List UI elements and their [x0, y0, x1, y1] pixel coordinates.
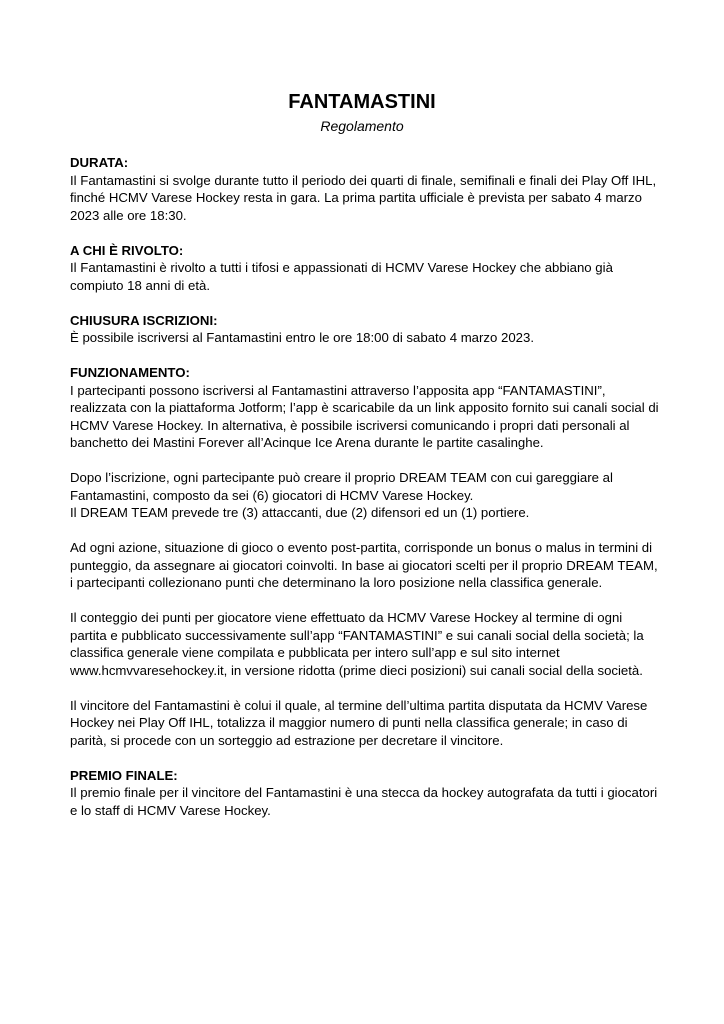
document-body	[70, 154, 660, 819]
section-paragraph: Ad ogni azione, situazione di gioco o evento post-partita, corrisponde un bonus o malus in termini di punteggio, da assegnare ai giocatori coinvolti. In base ai giocatori scelti per il proprio DREAM TEAM, i partecipanti collezionano punti che determinano la loro posizione nella classifica generale.	[70, 540, 658, 590]
section-paragraph: Il conteggio dei punti per giocatore viene effettuato da HCMV Varese Hockey al termine di ogni partita e pubblicato successivamente sull’app “FANTAMASTINI” e sui canali social della società; la classifica generale viene compilata e pubblicata per intero sull’app e sul sito internet www.hcmvvaresehockey.it, in versione ridotta (prime dieci posizioni) sui canali social della società.	[70, 610, 644, 678]
section-durata	[70, 154, 660, 224]
section-paragraph: Il Fantamastini si svolge durante tutto il periodo dei quarti di finale, semifinali e finali dei Play Off IHL, finché HCMV Varese Hockey resta in gara. La prima partita ufficiale è prevista per sabato 4 marzo 2023 alle ore 18:30.	[70, 172, 657, 223]
document-subtitle: Regolamento	[320, 118, 404, 134]
section-a-chi-e-rivolto	[70, 242, 660, 295]
section-heading: FUNZIONAMENTO:	[70, 365, 190, 380]
document-title: FANTAMASTINI	[288, 91, 436, 113]
section-heading: A CHI È RIVOLTO:	[70, 242, 184, 258]
section-premio-finale	[70, 767, 660, 820]
section-paragraph: Dopo l’iscrizione, ogni partecipante può creare il proprio DREAM TEAM con cui gareggiare al Fantamastini, composto da sei (6) giocatori di HCMV Varese Hockey.	[70, 470, 613, 503]
section-heading: PREMIO FINALE:	[70, 767, 178, 783]
section-paragraph: Il vincitore del Fantamastini è colui il quale, al termine dell’ultima partita disputata da HCMV Varese Hockey nei Play Off IHL, totalizza il maggior numero di punti nella classifica generale; in caso di parità, si procede con un sorteggio ad estrazione per decretare il vincitore.	[70, 697, 648, 748]
section-paragraph: È possibile iscriversi al Fantamastini entro le ore 18:00 di sabato 4 marzo 2023.	[70, 330, 534, 345]
section-funzionamento	[70, 364, 660, 749]
section-chiusura-iscrizioni	[70, 312, 660, 347]
section-heading: DURATA:	[70, 155, 129, 170]
section-paragraph: I partecipanti possono iscriversi al Fantamastini attraverso l’apposita app “FANTAMASTINI”, realizzata con la piattaforma Jotform; l’app è scaricabile da un link apposito fornito sui canali social di HCMV Varese Hockey. In alternativa, è possibile iscriversi comunicando i propri dati personali al banchetto dei Mastini Forever all’Acinque Ice Arena durante le partite casalinghe.	[70, 382, 659, 450]
section-paragraph: Il Fantamastini è rivolto a tutti i tifosi e appassionati di HCMV Varese Hockey che abbiano già compiuto 18 anni di età.	[70, 260, 613, 293]
section-paragraph: Il premio finale per il vincitore del Fantamastini è una stecca da hockey autografata da tutti i giocatori e lo staff di HCMV Varese Hockey.	[70, 785, 658, 818]
section-paragraph: Il DREAM TEAM prevede tre (3) attaccanti, due (2) difensori ed un (1) portiere.	[70, 505, 530, 520]
section-heading: CHIUSURA ISCRIZIONI:	[70, 312, 218, 328]
